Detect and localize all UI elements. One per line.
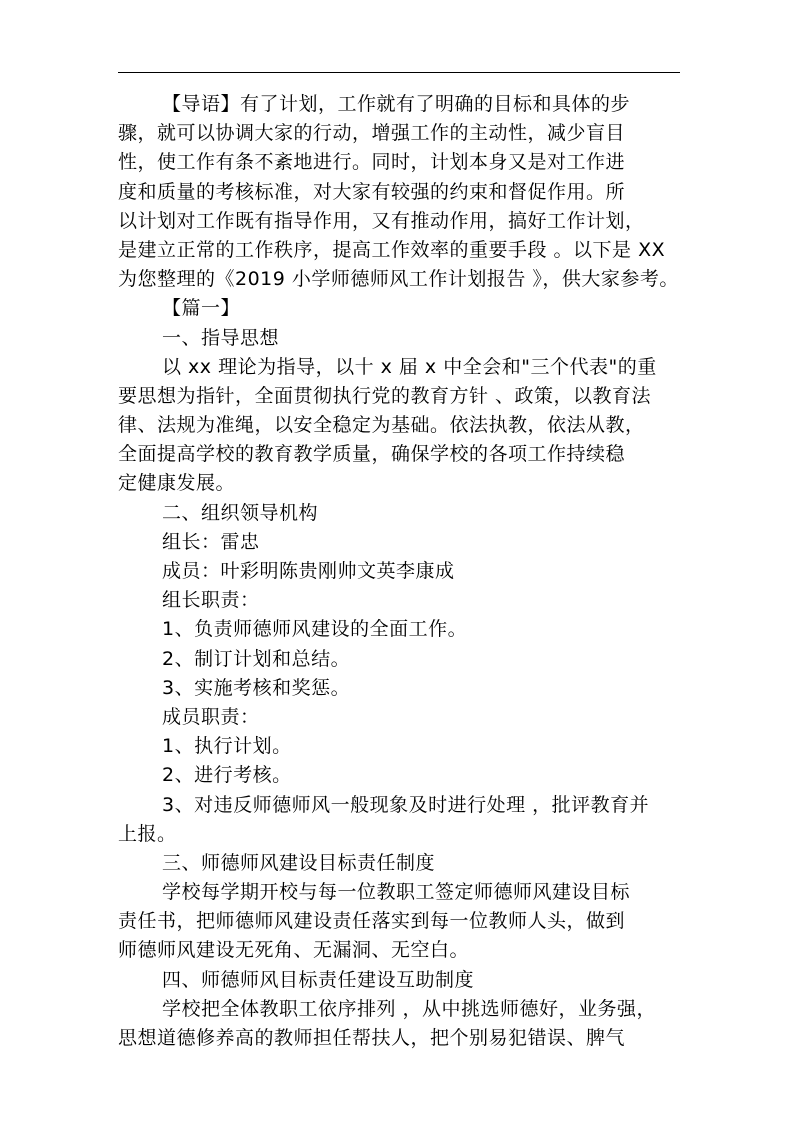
text-line: 律、法规为准绳，以安全稳定为基础。依法执教，依法从教，	[118, 414, 645, 437]
header-rule	[118, 72, 680, 73]
text-line: 师德师风建设无死角、无漏洞、无空白。	[118, 939, 470, 962]
text-line: 性，使工作有条不紊地进行。同时，计划本身又是对工作进	[118, 151, 626, 174]
text-line: 骤，就可以协调大家的行动，增强工作的主动性，减少盲目	[118, 122, 626, 145]
text-line: 【篇一】	[162, 297, 241, 320]
text-line: 学校把全体教职工依序排列 ，从中挑选师德好，业务强，	[162, 997, 657, 1020]
text-line: 一、指导思想	[162, 326, 280, 349]
text-line: 成员职责：	[162, 705, 260, 728]
text-line: 为您整理的《2019 小学师德师风工作计划报告 》，供大家参考。	[118, 268, 679, 291]
text-line: 要思想为指针，全面贯彻执行党的教育方针 、政策，以教育法	[118, 384, 652, 407]
text-line: 全面提高学校的教育教学质量，确保学校的各项工作持续稳	[118, 443, 626, 466]
text-line: 学校每学期开校与每一位教职工签定师德师风建设目标	[162, 881, 631, 904]
text-line: 3、实施考核和奖惩。	[162, 676, 351, 699]
text-line: 成员：叶彩明陈贵刚帅文英李康成	[162, 560, 455, 582]
document-body	[118, 90, 680, 1053]
text-line: 责任书，把师德师风建设责任落实到每一位教师人头，做到	[118, 910, 626, 933]
text-line: 思想道德修养高的教师担任帮扶人，把个别易犯错误、脾气	[118, 1027, 626, 1049]
text-line: 1、执行计划。	[162, 735, 292, 758]
text-line: 组长职责：	[162, 589, 260, 612]
text-line: 上报。	[118, 822, 177, 845]
text-line: 2、进行考核。	[162, 764, 292, 787]
text-line: 3、对违反师德师风一般现象及时进行处理 ，批评教育并	[162, 793, 650, 816]
text-line: 2、制订计划和总结。	[162, 647, 351, 670]
text-line: 是建立正常的工作秩序，提高工作效率的重要手段 。以下是 XX	[118, 238, 666, 261]
text-line: 四、师德师风目标责任建设互助制度	[162, 968, 475, 991]
text-line: 组长：雷忠	[162, 530, 260, 553]
text-line: 以 xx 理论为指导，以十 x 届 x 中全会和"三个代表"的重	[162, 355, 657, 378]
text-line: 定健康发展。	[118, 472, 236, 495]
text-line: 度和质量的考核标准，对大家有较强的约束和督促作用。所	[118, 180, 626, 203]
text-line: 二、组织领导机构	[162, 501, 319, 524]
text-line: 三、师德师风建设目标责任制度	[162, 851, 436, 874]
text-line: 以计划对工作既有指导作用，又有推动作用，搞好工作计划，	[118, 209, 645, 232]
text-line: 1、负责师德师风建设的全面工作。	[162, 618, 468, 641]
text-line: 【导语】有了计划，工作就有了明确的目标和具体的步	[162, 93, 631, 115]
